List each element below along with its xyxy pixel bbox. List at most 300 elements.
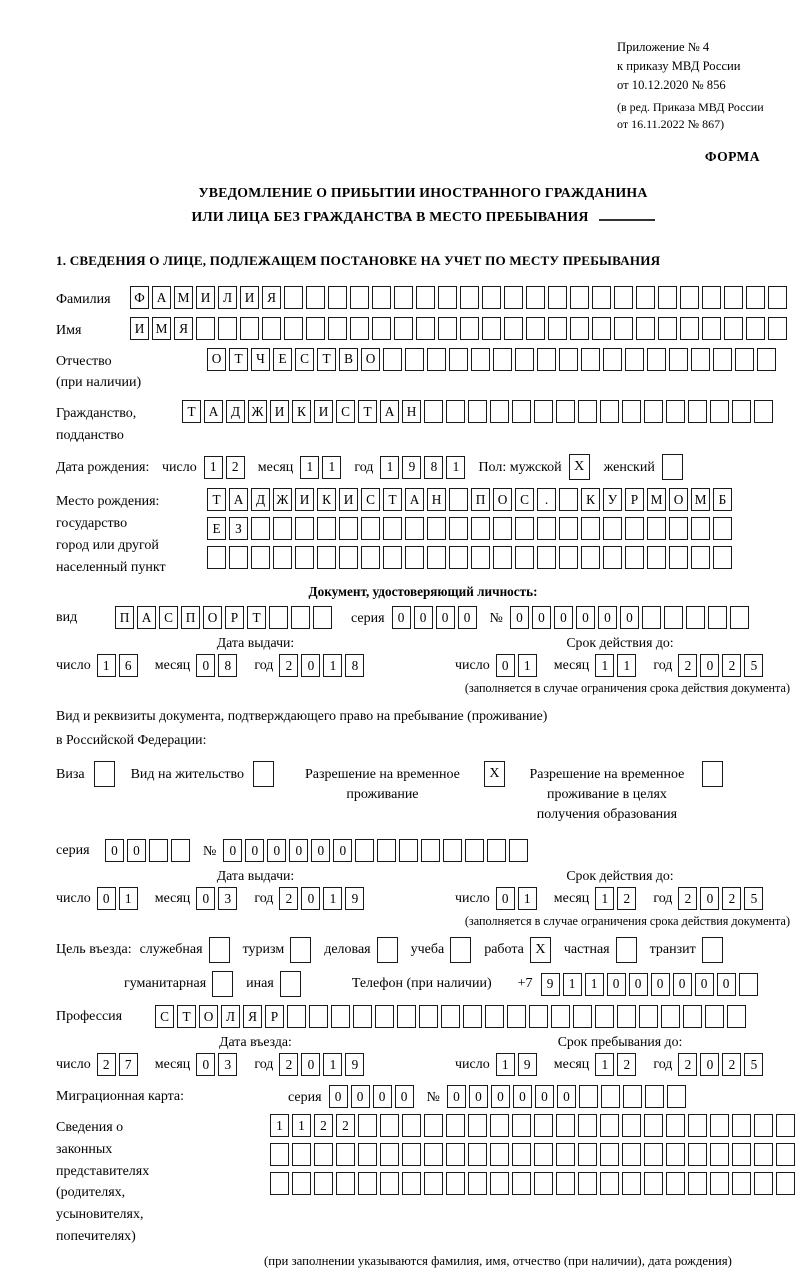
char-box[interactable]: Д	[226, 400, 245, 423]
char-box[interactable]	[405, 517, 424, 540]
char-box[interactable]	[688, 1114, 707, 1137]
char-box[interactable]	[295, 517, 314, 540]
char-box[interactable]	[735, 348, 754, 371]
char-box[interactable]	[666, 1172, 685, 1195]
char-box[interactable]	[732, 1172, 751, 1195]
char-box[interactable]: 2	[678, 654, 697, 677]
residence-permit-checkbox[interactable]	[253, 761, 274, 787]
char-box[interactable]	[683, 1005, 702, 1028]
char-box[interactable]	[350, 317, 369, 340]
char-box[interactable]	[424, 1143, 443, 1166]
char-box[interactable]: .	[537, 488, 556, 511]
char-box[interactable]: Т	[207, 488, 226, 511]
char-box[interactable]	[644, 1143, 663, 1166]
char-box[interactable]	[578, 400, 597, 423]
char-box[interactable]: К	[317, 488, 336, 511]
char-box[interactable]: В	[339, 348, 358, 371]
char-box[interactable]	[647, 348, 666, 371]
char-box[interactable]: 0	[651, 973, 670, 996]
char-box[interactable]	[336, 1143, 355, 1166]
char-box[interactable]: 1	[446, 456, 465, 479]
purpose-business-checkbox[interactable]	[377, 937, 398, 963]
char-box[interactable]	[372, 286, 391, 309]
char-box[interactable]	[507, 1005, 526, 1028]
char-box[interactable]: М	[152, 317, 171, 340]
char-box[interactable]	[581, 348, 600, 371]
char-box[interactable]: 5	[744, 887, 763, 910]
char-box[interactable]	[746, 286, 765, 309]
char-box[interactable]	[358, 1143, 377, 1166]
char-box[interactable]	[446, 400, 465, 423]
char-box[interactable]: П	[471, 488, 490, 511]
char-box[interactable]	[776, 1114, 795, 1137]
char-box[interactable]: 9	[402, 456, 421, 479]
char-box[interactable]: 0	[535, 1085, 554, 1108]
char-box[interactable]	[424, 400, 443, 423]
char-box[interactable]	[603, 348, 622, 371]
char-box[interactable]	[636, 317, 655, 340]
char-box[interactable]	[416, 286, 435, 309]
char-box[interactable]: Б	[713, 488, 732, 511]
char-box[interactable]: 0	[373, 1085, 392, 1108]
char-box[interactable]	[688, 400, 707, 423]
char-box[interactable]	[273, 517, 292, 540]
char-box[interactable]: 1	[518, 887, 537, 910]
char-box[interactable]	[358, 1114, 377, 1137]
char-box[interactable]: 0	[576, 606, 595, 629]
char-box[interactable]: О	[199, 1005, 218, 1028]
char-box[interactable]: 0	[598, 606, 617, 629]
char-box[interactable]	[666, 1143, 685, 1166]
char-box[interactable]	[534, 1143, 553, 1166]
char-box[interactable]: 1	[270, 1114, 289, 1137]
char-box[interactable]: 0	[196, 887, 215, 910]
char-box[interactable]	[559, 546, 578, 569]
char-box[interactable]: 0	[695, 973, 714, 996]
char-box[interactable]	[446, 1114, 465, 1137]
char-box[interactable]: А	[229, 488, 248, 511]
char-box[interactable]	[647, 517, 666, 540]
char-box[interactable]: Р	[225, 606, 244, 629]
char-box[interactable]: А	[137, 606, 156, 629]
char-box[interactable]: 0	[557, 1085, 576, 1108]
char-box[interactable]	[427, 348, 446, 371]
char-box[interactable]	[468, 1143, 487, 1166]
char-box[interactable]	[645, 1085, 664, 1108]
char-box[interactable]	[149, 839, 168, 862]
char-box[interactable]: И	[270, 400, 289, 423]
char-box[interactable]	[727, 1005, 746, 1028]
char-box[interactable]	[688, 1143, 707, 1166]
char-box[interactable]: 0	[620, 606, 639, 629]
char-box[interactable]	[383, 348, 402, 371]
visa-checkbox[interactable]	[94, 761, 115, 787]
char-box[interactable]: 0	[97, 887, 116, 910]
char-box[interactable]	[713, 348, 732, 371]
char-box[interactable]	[309, 1005, 328, 1028]
char-box[interactable]	[471, 546, 490, 569]
char-box[interactable]	[680, 286, 699, 309]
char-box[interactable]: 1	[496, 1053, 515, 1076]
char-box[interactable]	[399, 839, 418, 862]
char-box[interactable]	[358, 1172, 377, 1195]
char-box[interactable]	[397, 1005, 416, 1028]
char-box[interactable]: А	[405, 488, 424, 511]
char-box[interactable]	[468, 1172, 487, 1195]
char-box[interactable]	[658, 286, 677, 309]
char-box[interactable]: 0	[301, 887, 320, 910]
char-box[interactable]	[556, 1114, 575, 1137]
char-box[interactable]	[468, 1114, 487, 1137]
char-box[interactable]: 1	[585, 973, 604, 996]
char-box[interactable]	[284, 286, 303, 309]
char-box[interactable]	[317, 546, 336, 569]
char-box[interactable]	[548, 317, 567, 340]
char-box[interactable]: 1	[300, 456, 319, 479]
char-box[interactable]: П	[115, 606, 134, 629]
char-box[interactable]: О	[361, 348, 380, 371]
char-box[interactable]	[658, 317, 677, 340]
char-box[interactable]	[600, 1143, 619, 1166]
char-box[interactable]: А	[204, 400, 223, 423]
char-box[interactable]: 0	[491, 1085, 510, 1108]
char-box[interactable]	[534, 1114, 553, 1137]
char-box[interactable]: Ж	[248, 400, 267, 423]
char-box[interactable]: С	[336, 400, 355, 423]
char-box[interactable]	[686, 606, 705, 629]
char-box[interactable]: Т	[182, 400, 201, 423]
char-box[interactable]: Т	[358, 400, 377, 423]
char-box[interactable]	[623, 1085, 642, 1108]
char-box[interactable]	[592, 317, 611, 340]
char-box[interactable]	[622, 400, 641, 423]
char-box[interactable]	[702, 286, 721, 309]
char-box[interactable]: 0	[301, 1053, 320, 1076]
char-box[interactable]	[402, 1143, 421, 1166]
char-box[interactable]: 0	[392, 606, 411, 629]
char-box[interactable]: О	[669, 488, 688, 511]
char-box[interactable]	[666, 400, 685, 423]
char-box[interactable]: 1	[97, 654, 116, 677]
char-box[interactable]: Н	[427, 488, 446, 511]
char-box[interactable]	[708, 606, 727, 629]
char-box[interactable]	[443, 839, 462, 862]
char-box[interactable]: 0	[510, 606, 529, 629]
char-box[interactable]	[229, 546, 248, 569]
char-box[interactable]: Я	[174, 317, 193, 340]
char-box[interactable]: 8	[345, 654, 364, 677]
char-box[interactable]	[595, 1005, 614, 1028]
char-box[interactable]: 0	[496, 654, 515, 677]
char-box[interactable]: 1	[518, 654, 537, 677]
char-box[interactable]	[405, 546, 424, 569]
char-box[interactable]	[573, 1005, 592, 1028]
char-box[interactable]	[490, 400, 509, 423]
char-box[interactable]	[680, 317, 699, 340]
char-box[interactable]	[504, 317, 523, 340]
char-box[interactable]	[493, 546, 512, 569]
char-box[interactable]	[471, 517, 490, 540]
char-box[interactable]	[724, 286, 743, 309]
char-box[interactable]	[691, 517, 710, 540]
char-box[interactable]: С	[361, 488, 380, 511]
char-box[interactable]: 8	[424, 456, 443, 479]
char-box[interactable]	[424, 1114, 443, 1137]
char-box[interactable]: Т	[229, 348, 248, 371]
char-box[interactable]	[578, 1114, 597, 1137]
char-box[interactable]	[578, 1143, 597, 1166]
char-box[interactable]: 0	[700, 887, 719, 910]
char-box[interactable]: 0	[223, 839, 242, 862]
char-box[interactable]: 2	[279, 654, 298, 677]
char-box[interactable]	[746, 317, 765, 340]
char-box[interactable]: 0	[554, 606, 573, 629]
char-box[interactable]	[427, 517, 446, 540]
char-box[interactable]: 0	[513, 1085, 532, 1108]
char-box[interactable]: 5	[744, 654, 763, 677]
char-box[interactable]	[306, 317, 325, 340]
char-box[interactable]: Т	[317, 348, 336, 371]
purpose-study-checkbox[interactable]	[450, 937, 471, 963]
char-box[interactable]	[240, 317, 259, 340]
char-box[interactable]: 3	[218, 1053, 237, 1076]
char-box[interactable]: И	[339, 488, 358, 511]
char-box[interactable]: Л	[218, 286, 237, 309]
char-box[interactable]	[644, 1114, 663, 1137]
char-box[interactable]: К	[292, 400, 311, 423]
char-box[interactable]: П	[181, 606, 200, 629]
char-box[interactable]: 9	[345, 1053, 364, 1076]
char-box[interactable]	[292, 1143, 311, 1166]
char-box[interactable]	[732, 1143, 751, 1166]
char-box[interactable]: 2	[722, 887, 741, 910]
char-box[interactable]: 6	[119, 654, 138, 677]
char-box[interactable]: 0	[333, 839, 352, 862]
char-box[interactable]	[485, 1005, 504, 1028]
char-box[interactable]	[446, 1143, 465, 1166]
char-box[interactable]	[581, 546, 600, 569]
char-box[interactable]	[196, 317, 215, 340]
char-box[interactable]	[661, 1005, 680, 1028]
char-box[interactable]	[251, 546, 270, 569]
char-box[interactable]	[622, 1114, 641, 1137]
char-box[interactable]: 0	[351, 1085, 370, 1108]
char-box[interactable]: 0	[105, 839, 124, 862]
purpose-work-checkbox[interactable]: X	[530, 937, 551, 963]
char-box[interactable]	[732, 1114, 751, 1137]
char-box[interactable]: 2	[617, 1053, 636, 1076]
char-box[interactable]: Н	[402, 400, 421, 423]
char-box[interactable]	[625, 348, 644, 371]
char-box[interactable]: 0	[458, 606, 477, 629]
char-box[interactable]	[559, 488, 578, 511]
char-box[interactable]: 0	[607, 973, 626, 996]
char-box[interactable]	[710, 1143, 729, 1166]
char-box[interactable]: 0	[395, 1085, 414, 1108]
char-box[interactable]	[372, 317, 391, 340]
char-box[interactable]: 0	[700, 654, 719, 677]
female-checkbox[interactable]	[662, 454, 683, 480]
char-box[interactable]: К	[581, 488, 600, 511]
char-box[interactable]	[537, 546, 556, 569]
char-box[interactable]: С	[159, 606, 178, 629]
char-box[interactable]	[512, 1143, 531, 1166]
char-box[interactable]: 0	[301, 654, 320, 677]
char-box[interactable]	[614, 317, 633, 340]
char-box[interactable]	[468, 400, 487, 423]
char-box[interactable]: 2	[722, 1053, 741, 1076]
char-box[interactable]	[416, 317, 435, 340]
char-box[interactable]	[336, 1172, 355, 1195]
char-box[interactable]	[317, 517, 336, 540]
char-box[interactable]	[493, 348, 512, 371]
char-box[interactable]	[449, 546, 468, 569]
char-box[interactable]: 1	[323, 1053, 342, 1076]
char-box[interactable]	[504, 286, 523, 309]
char-box[interactable]: М	[691, 488, 710, 511]
char-box[interactable]: 0	[245, 839, 264, 862]
char-box[interactable]	[328, 317, 347, 340]
char-box[interactable]: З	[229, 517, 248, 540]
temp-permit-checkbox[interactable]: X	[484, 761, 505, 787]
char-box[interactable]: 0	[289, 839, 308, 862]
char-box[interactable]: Ж	[273, 488, 292, 511]
char-box[interactable]	[776, 1143, 795, 1166]
purpose-other-checkbox[interactable]	[280, 971, 301, 997]
char-box[interactable]: О	[207, 348, 226, 371]
char-box[interactable]: 0	[311, 839, 330, 862]
char-box[interactable]	[353, 1005, 372, 1028]
char-box[interactable]	[482, 286, 501, 309]
char-box[interactable]	[710, 1172, 729, 1195]
char-box[interactable]: Я	[262, 286, 281, 309]
char-box[interactable]	[328, 286, 347, 309]
char-box[interactable]: 5	[744, 1053, 763, 1076]
char-box[interactable]: Е	[207, 517, 226, 540]
char-box[interactable]	[691, 546, 710, 569]
char-box[interactable]: 1	[595, 654, 614, 677]
char-box[interactable]	[424, 1172, 443, 1195]
char-box[interactable]	[570, 286, 589, 309]
char-box[interactable]: 0	[673, 973, 692, 996]
char-box[interactable]	[383, 546, 402, 569]
char-box[interactable]: И	[130, 317, 149, 340]
edu-permit-checkbox[interactable]	[702, 761, 723, 787]
char-box[interactable]: М	[174, 286, 193, 309]
char-box[interactable]	[647, 546, 666, 569]
char-box[interactable]: 8	[218, 654, 237, 677]
char-box[interactable]	[667, 1085, 686, 1108]
char-box[interactable]	[421, 839, 440, 862]
char-box[interactable]: И	[314, 400, 333, 423]
char-box[interactable]: С	[295, 348, 314, 371]
char-box[interactable]	[380, 1114, 399, 1137]
char-box[interactable]	[339, 546, 358, 569]
char-box[interactable]: 0	[700, 1053, 719, 1076]
char-box[interactable]	[754, 400, 773, 423]
char-box[interactable]	[754, 1143, 773, 1166]
char-box[interactable]	[559, 348, 578, 371]
purpose-humanitarian-checkbox[interactable]	[212, 971, 233, 997]
char-box[interactable]	[666, 1114, 685, 1137]
char-box[interactable]	[642, 606, 661, 629]
char-box[interactable]	[394, 317, 413, 340]
char-box[interactable]	[537, 517, 556, 540]
char-box[interactable]	[732, 400, 751, 423]
char-box[interactable]	[556, 1143, 575, 1166]
char-box[interactable]: Я	[243, 1005, 262, 1028]
char-box[interactable]	[581, 517, 600, 540]
char-box[interactable]	[269, 606, 288, 629]
char-box[interactable]	[625, 546, 644, 569]
char-box[interactable]	[463, 1005, 482, 1028]
char-box[interactable]	[529, 1005, 548, 1028]
char-box[interactable]	[515, 546, 534, 569]
char-box[interactable]: 0	[447, 1085, 466, 1108]
char-box[interactable]: 0	[414, 606, 433, 629]
char-box[interactable]: Р	[625, 488, 644, 511]
char-box[interactable]: 2	[279, 887, 298, 910]
char-box[interactable]	[493, 517, 512, 540]
char-box[interactable]	[526, 286, 545, 309]
char-box[interactable]	[757, 348, 776, 371]
char-box[interactable]: 1	[119, 887, 138, 910]
char-box[interactable]	[306, 286, 325, 309]
male-checkbox[interactable]: X	[569, 454, 590, 480]
char-box[interactable]: Т	[247, 606, 266, 629]
char-box[interactable]	[377, 839, 396, 862]
char-box[interactable]	[600, 400, 619, 423]
char-box[interactable]	[644, 400, 663, 423]
char-box[interactable]	[394, 286, 413, 309]
char-box[interactable]: 0	[532, 606, 551, 629]
char-box[interactable]: М	[647, 488, 666, 511]
char-box[interactable]	[449, 348, 468, 371]
char-box[interactable]: 2	[678, 1053, 697, 1076]
char-box[interactable]	[515, 348, 534, 371]
char-box[interactable]	[551, 1005, 570, 1028]
char-box[interactable]	[614, 286, 633, 309]
char-box[interactable]	[460, 317, 479, 340]
char-box[interactable]	[534, 400, 553, 423]
char-box[interactable]	[171, 839, 190, 862]
char-box[interactable]	[713, 517, 732, 540]
char-box[interactable]: 9	[541, 973, 560, 996]
char-box[interactable]: 2	[617, 887, 636, 910]
char-box[interactable]	[776, 1172, 795, 1195]
char-box[interactable]: 1	[563, 973, 582, 996]
char-box[interactable]: 1	[322, 456, 341, 479]
char-box[interactable]	[768, 286, 787, 309]
char-box[interactable]: Т	[383, 488, 402, 511]
char-box[interactable]	[465, 839, 484, 862]
char-box[interactable]: 0	[267, 839, 286, 862]
char-box[interactable]	[526, 317, 545, 340]
char-box[interactable]	[270, 1172, 289, 1195]
char-box[interactable]	[669, 517, 688, 540]
char-box[interactable]	[402, 1114, 421, 1137]
char-box[interactable]: 0	[629, 973, 648, 996]
char-box[interactable]	[730, 606, 749, 629]
char-box[interactable]	[639, 1005, 658, 1028]
char-box[interactable]	[724, 317, 743, 340]
char-box[interactable]	[284, 317, 303, 340]
purpose-transit-checkbox[interactable]	[702, 937, 723, 963]
char-box[interactable]	[622, 1172, 641, 1195]
char-box[interactable]: 2	[97, 1053, 116, 1076]
char-box[interactable]	[471, 348, 490, 371]
char-box[interactable]	[438, 286, 457, 309]
